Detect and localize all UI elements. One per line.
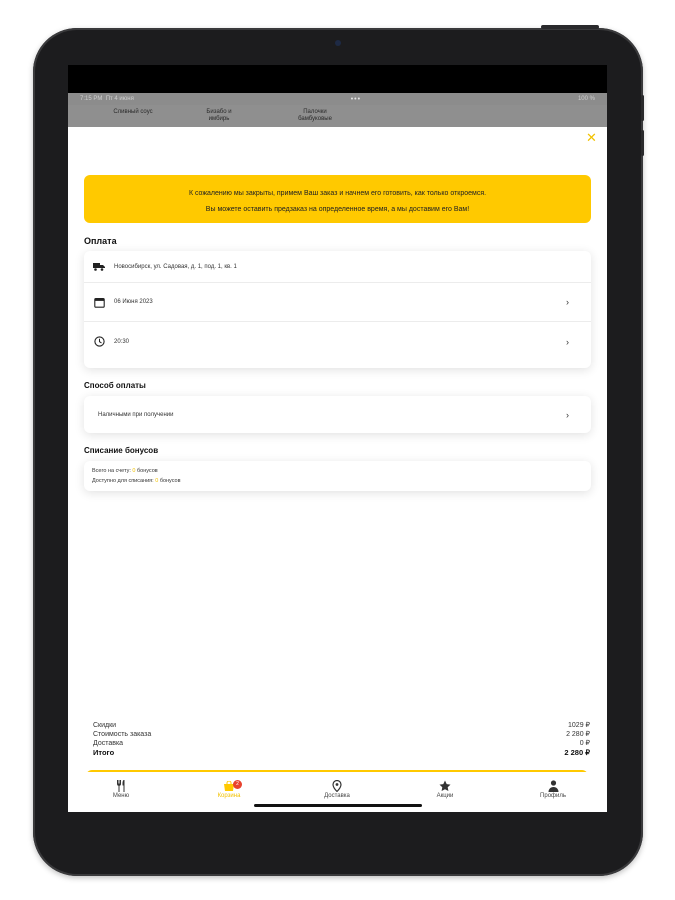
- bonus-available-suffix: бонусов: [159, 478, 181, 484]
- cart-icon: [189, 779, 269, 793]
- address-row[interactable]: [84, 251, 591, 283]
- volume-up-button: [641, 95, 644, 121]
- status-time: 7:15 PM: [80, 96, 103, 102]
- date-text: 06 Июня 2023: [114, 299, 153, 305]
- grand-total-label: Итого: [93, 748, 115, 757]
- calendar-icon: [92, 295, 106, 309]
- payment-method-row[interactable]: [84, 396, 591, 433]
- home-indicator[interactable]: [254, 804, 422, 807]
- chevron-right-icon: ›: [566, 336, 569, 347]
- discount-value: 1029 ₽: [568, 722, 590, 729]
- bonus-available-value: 0: [155, 478, 159, 484]
- tab-menu[interactable]: [81, 779, 161, 799]
- order-cost-label: Стоимость заказа: [93, 731, 152, 738]
- tab-delivery[interactable]: [297, 779, 377, 799]
- delivery-cost-value: 0 ₽: [579, 740, 590, 747]
- order-cost-row: [93, 730, 590, 739]
- chevron-right-icon: ›: [566, 297, 569, 307]
- checkout-sheet: [68, 127, 607, 772]
- status-date: Пт 4 июня: [105, 96, 134, 102]
- status-bar: [68, 93, 607, 105]
- bonus-total-line: [92, 466, 583, 476]
- screen: [68, 65, 607, 812]
- bonus-available-label: Доступно для списания:: [92, 478, 154, 484]
- tab-cart[interactable]: [189, 779, 269, 799]
- payment-title: Оплата: [84, 236, 117, 246]
- map-pin-icon: [297, 779, 377, 793]
- bg-tab-2: Палочки бамбуковые: [298, 109, 332, 122]
- tab-profile-label: Профиль: [540, 793, 566, 799]
- tab-profile[interactable]: [513, 779, 593, 799]
- tab-delivery-label: Доставка: [324, 793, 350, 799]
- star-icon: [405, 779, 485, 793]
- payment-method-value: Наличными при получении: [98, 411, 174, 418]
- bonus-available-line: [92, 476, 583, 486]
- bg-tab-0: Сливный соус: [113, 109, 153, 115]
- background-category-tabs: [68, 105, 607, 127]
- payment-method-title: Способ оплаты: [84, 381, 146, 390]
- bonus-total-suffix: бонусов: [137, 468, 158, 474]
- tab-promos-label: Акции: [436, 793, 454, 799]
- banner-line-2: Вы можете оставить предзаказ на определенное время, а мы доставим его Вам!: [205, 206, 470, 213]
- order-cost-value: 2 280 ₽: [566, 731, 590, 738]
- tab-cart-label: Корзина: [217, 793, 241, 799]
- bottom-tab-bar: [68, 772, 607, 812]
- discount-label: Скидки: [93, 722, 117, 729]
- address-text: Новосибирск, ул. Садовая, д. 1, под. 1, кв. 1: [114, 263, 237, 270]
- top-button: [541, 25, 599, 29]
- chevron-right-icon: ›: [566, 409, 569, 420]
- banner-line-1: К сожалению мы закрыты, примем Ваш заказ и начнем его готовить, как только откроемся.: [188, 190, 487, 197]
- bonuses-title: Списание бонусов: [84, 446, 159, 455]
- truck-icon: [92, 260, 106, 274]
- delivery-cost-row: [93, 739, 590, 748]
- bonuses-card: [84, 461, 591, 491]
- fork-knife-icon: [81, 779, 161, 793]
- bg-tab-1: Бизабо и имбирь: [206, 109, 232, 122]
- status-battery: 100 %: [577, 96, 595, 102]
- user-icon: [513, 779, 593, 793]
- close-icon[interactable]: ✕: [586, 130, 597, 145]
- volume-down-button: [641, 130, 644, 156]
- camera: [335, 40, 341, 46]
- delivery-details-card: [84, 251, 591, 368]
- date-row[interactable]: [84, 283, 591, 322]
- time-text: 20:30: [114, 338, 130, 345]
- multitask-dots[interactable]: •••: [350, 95, 362, 103]
- grand-total-value: 2 280 ₽: [564, 748, 590, 757]
- payment-method-card[interactable]: [84, 396, 591, 433]
- tab-promos[interactable]: [405, 779, 485, 799]
- clock-icon: [92, 335, 106, 349]
- bonus-total-value: 0: [132, 468, 136, 474]
- closed-banner: [84, 175, 591, 223]
- time-row[interactable]: [84, 322, 591, 361]
- delivery-cost-label: Доставка: [93, 740, 124, 747]
- status-time-date: [80, 96, 134, 102]
- order-totals: [93, 721, 590, 757]
- bonus-total-label: Всего на счету:: [92, 468, 131, 474]
- cart-badge: 2: [233, 780, 242, 789]
- grand-total-row: [93, 748, 590, 757]
- discount-row: [93, 721, 590, 730]
- tab-menu-label: Меню: [112, 793, 130, 799]
